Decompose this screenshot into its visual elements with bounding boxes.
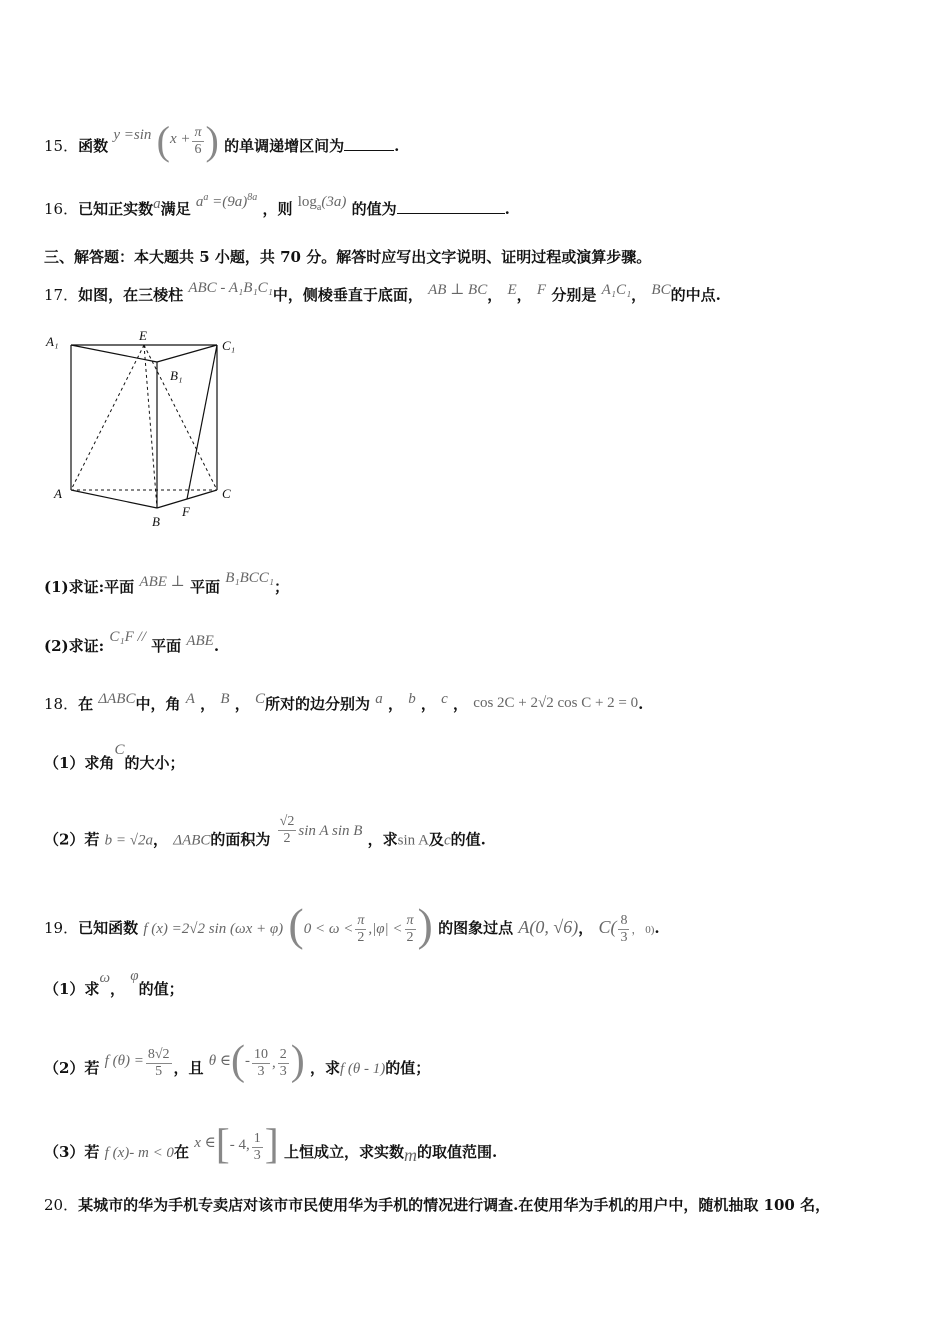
right-paren: ) (290, 1038, 305, 1084)
left-paren: ( (288, 899, 304, 950)
question-19-part-1: （1）求ω， φ的值； (44, 968, 184, 998)
question-18: 18．在 ΔABC中，角 A ， B ， C所对的边分别为 a ， b ， c ， cos 2C + 2√2 cos C + 2 = 0. (44, 691, 644, 713)
label-b: B (152, 514, 160, 529)
fraction-8-3: $\frac{8}{3}$ (620, 912, 628, 945)
left-paren: ( (231, 1038, 245, 1084)
answer-blank (344, 150, 394, 151)
fraction-2-3: $\frac{2}{3}$ (279, 1046, 287, 1079)
fraction-8sqrt2-5: $\frac{8√2}{5}$ (147, 1046, 170, 1079)
label-b1: B₁ (170, 368, 183, 383)
left-paren: ( (156, 118, 170, 163)
edge-be-hidden (144, 345, 157, 508)
section-3-heading: 三、解答题：本大题共 5 小题，共 70 分。解答时应写出文字说明、证明过程或演算步骤。 (44, 248, 652, 266)
answer-blank (397, 213, 505, 214)
question-20: 20．某城市的华为手机专卖店对该市市民使用华为手机的情况进行调查.在使用华为手机的用户中，随机抽取 100 名， (44, 1196, 831, 1214)
label-f: F (182, 504, 190, 519)
fraction-pi-2-b: $\frac{\pi}{2}$ (406, 912, 414, 945)
right-paren: ) (205, 118, 219, 163)
question-19-part-3: （3）若 f (x)- m < 0在 x ∈[- 4, $\frac{1}{3}$ ] 上恒成立，求实数m的取值范围. (44, 1122, 498, 1168)
edge-ce-hidden (144, 345, 217, 490)
right-bracket: ] (264, 1122, 279, 1168)
prism-figure (44, 328, 254, 533)
fraction-pi-6: $\frac{\pi}{6}$ (194, 124, 202, 157)
question-19-part-2: （2）若 f (θ) = $\frac{8√2}{5}$ ，且 θ ∈(- $\frac{10}{3}$ , $\frac{2}{3}$ ) ，求f (θ - 1)的值； (44, 1038, 431, 1084)
question-17-part-2: (2)求证: C₁F // 平面 ABE. (44, 629, 220, 655)
label-a1: A₁ (46, 334, 59, 349)
label-c1: C₁ (222, 338, 236, 353)
fraction-sqrt2-2: $\frac{√2}{2}$ (279, 814, 295, 846)
fraction-10-3: $\frac{10}{3}$ (254, 1046, 268, 1079)
edge-c1f (187, 345, 217, 499)
left-bracket: [ (215, 1122, 230, 1168)
edge-b1c1 (157, 345, 217, 362)
question-18-part-1: （1）求角C的大小； (44, 742, 185, 772)
edge-ab (71, 490, 157, 508)
fraction-pi-2: $\frac{\pi}{2}$ (357, 912, 365, 945)
label-c: C (222, 486, 231, 501)
question-17: 17．如图，在三棱柱 ABC - A₁B₁C₁中，侧棱垂直于底面， AB ⊥ BC， E， F 分别是 A₁C₁， BC的中点. (44, 280, 721, 304)
label-a: A (54, 486, 62, 501)
question-15: 15．函数 y =sin (x + $\frac{\pi}{6}$ ) 的单调递增区间为 . (44, 118, 400, 163)
question-19: 19．已知函数 f (x) =2√2 sin (ωx + φ) (0 < ω < $\frac{\pi}{2}$ ,|φ| < $\frac{\pi}{2}$ ) 的图象过点 A(0, √6)， C( $\frac{8}{3}$ ， 0). (44, 899, 660, 950)
question-17-part-1: (1)求证:平面 ABE ⊥ 平面 B₁BCC₁； (44, 570, 290, 596)
label-e: E (139, 328, 147, 343)
right-paren: ) (417, 899, 433, 950)
fraction-1-3: $\frac{1}{3}$ (253, 1130, 261, 1163)
question-18-part-2: （2）若 b = √2a， ΔABC的面积为 $\frac{√2}{2}$ sin A sin B ，求sin A及c的值. (44, 814, 486, 849)
edge-ae-hidden (71, 345, 144, 490)
question-16: 16．已知正实数a满足 $a^a =(9a)^{8a}$ ，则 $\log_a(3a)$ 的值为 . (44, 192, 510, 218)
